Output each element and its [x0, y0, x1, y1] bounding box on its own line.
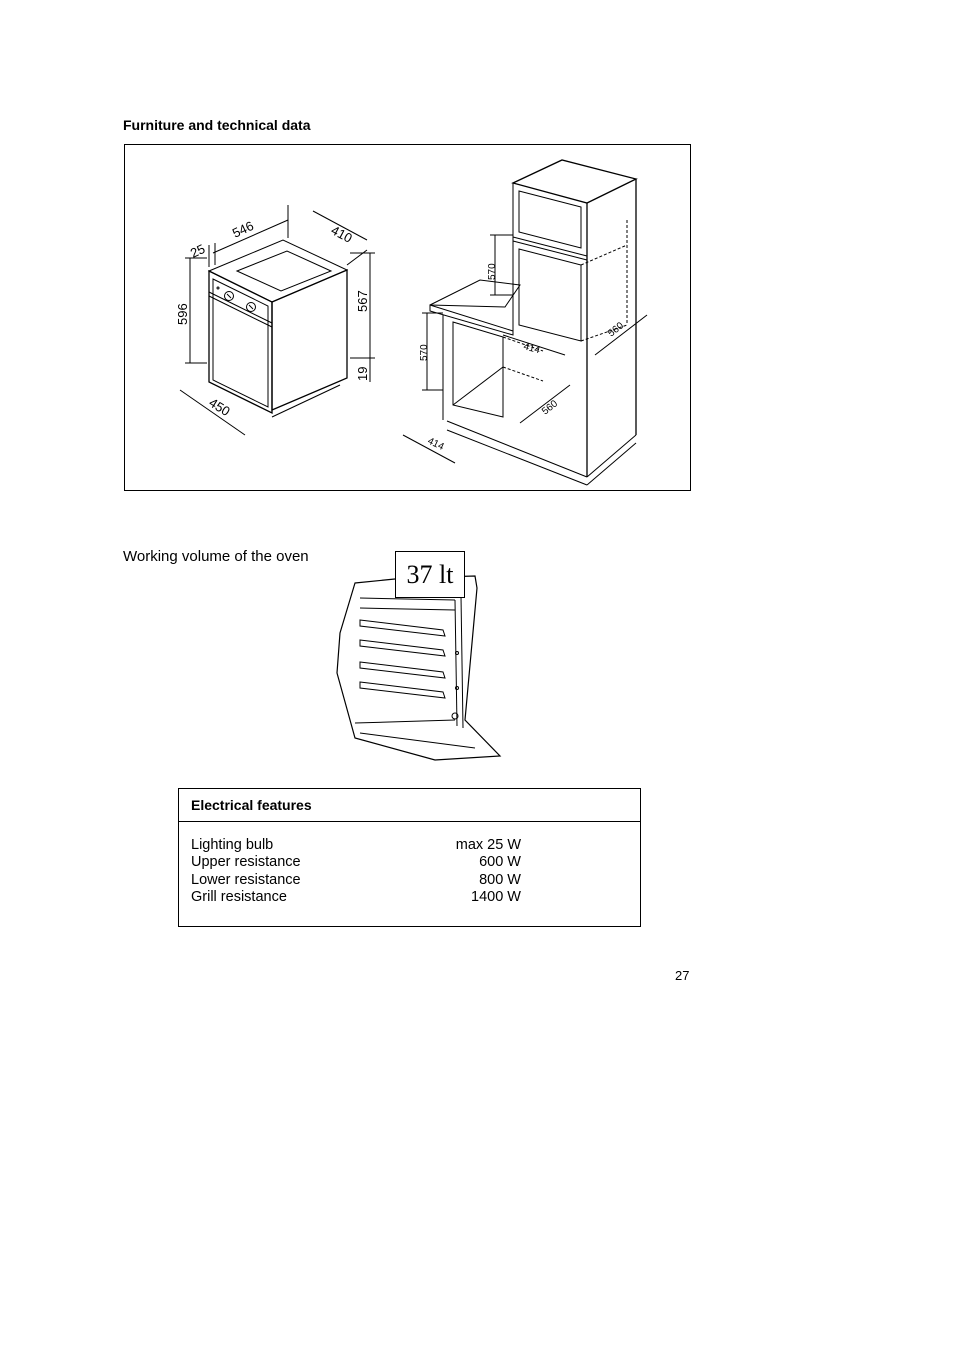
- cab-dim-414-inner: 414: [522, 341, 542, 357]
- oven-shelf-rails: [360, 620, 445, 698]
- dim-596: 596: [175, 303, 190, 325]
- feature-value: 1400 W: [471, 888, 521, 905]
- list-item: [191, 837, 521, 854]
- dim-546: 546: [229, 217, 256, 241]
- dim-410: 410: [328, 222, 355, 246]
- list-item: [191, 854, 521, 871]
- section-heading: Furniture and technical data: [123, 117, 311, 133]
- feature-name: Grill resistance: [191, 888, 287, 905]
- cab-dim-560-lower: 560: [540, 398, 560, 418]
- dim-25: 25: [187, 241, 208, 261]
- list-item: [191, 872, 521, 889]
- working-volume-value: 37 lt: [395, 551, 465, 598]
- page-number: 27: [675, 968, 690, 983]
- installation-figure: [124, 144, 691, 491]
- dim-567: 567: [355, 290, 370, 312]
- electrical-features-table: [178, 788, 641, 927]
- cabinet-illustration: [403, 160, 647, 485]
- cab-dim-570-upper: 570: [487, 263, 498, 280]
- feature-value: max 25 W: [455, 837, 521, 853]
- electrical-features-rows: [191, 837, 521, 906]
- list-item: [191, 889, 521, 906]
- feature-name: Upper resistance: [191, 854, 301, 871]
- dim-450: 450: [206, 394, 233, 420]
- electrical-features-title: Electrical features: [179, 789, 640, 822]
- cab-dim-570-lower: 570: [419, 344, 430, 361]
- dim-19: 19: [355, 366, 370, 381]
- cab-dim-414-base: 414: [425, 435, 446, 453]
- working-volume-label: Working volume of the oven: [123, 548, 309, 565]
- feature-value: 800 W: [479, 871, 521, 888]
- feature-value: 600 W: [479, 854, 521, 871]
- feature-name: Lower resistance: [191, 871, 301, 888]
- installation-drawing: [125, 145, 692, 492]
- cab-dim-560-right: 560: [606, 320, 626, 340]
- feature-name: Lighting bulb: [191, 837, 274, 853]
- cab-dim-560-right-line: [595, 315, 647, 355]
